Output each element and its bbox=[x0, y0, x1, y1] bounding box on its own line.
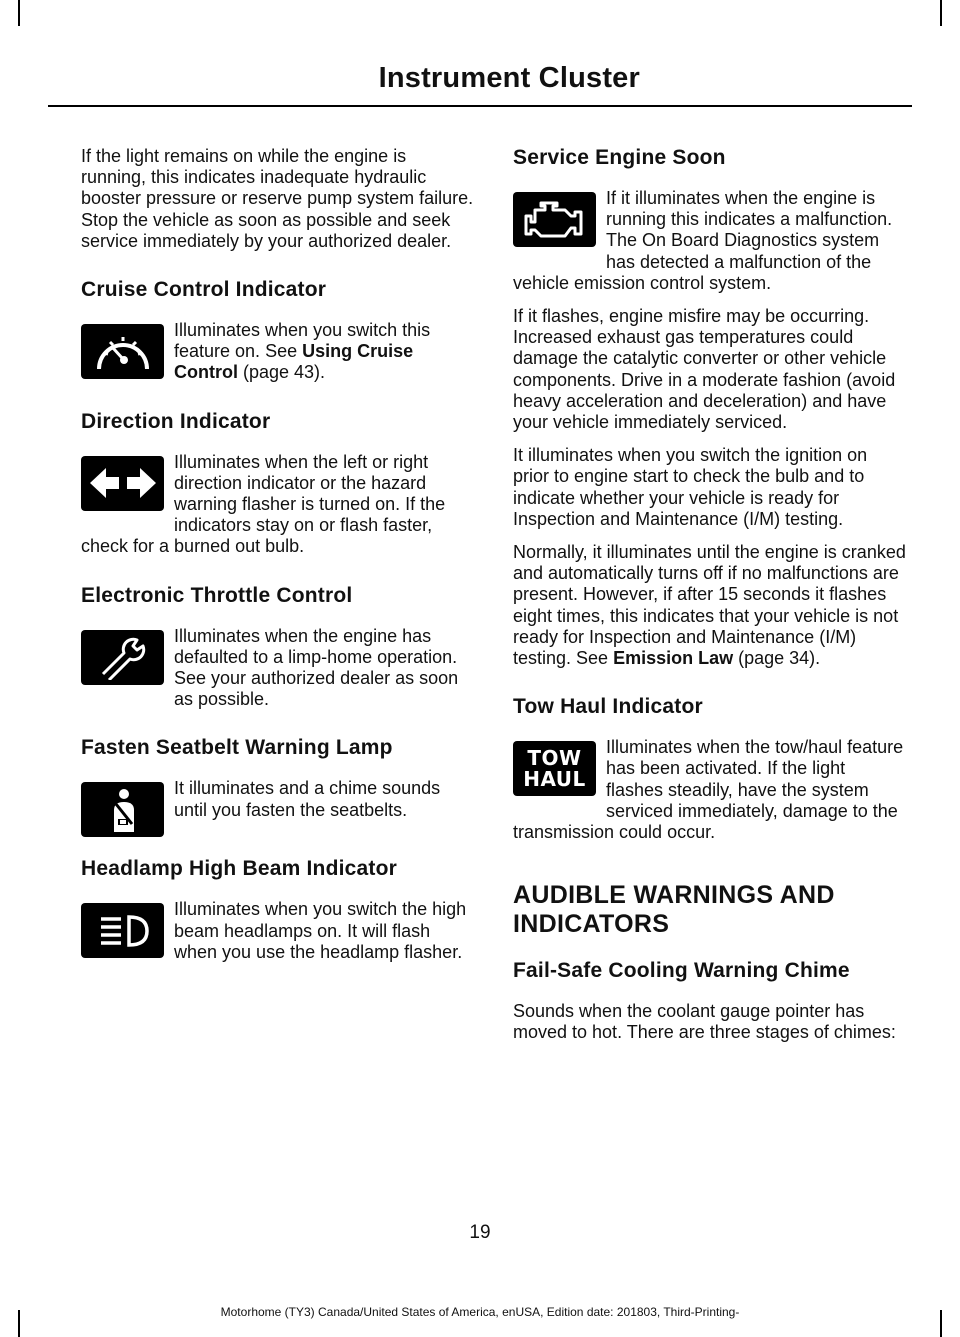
cruise-heading: Cruise Control Indicator bbox=[81, 278, 327, 302]
cruise-text: Illuminates when you switch this feature on. See Using Cruise Control (page 43). bbox=[174, 320, 431, 383]
seatbelt-text: It illuminates and a chime sounds until you fasten the seatbelts. bbox=[174, 778, 441, 820]
audible-section-heading: AUDIBLE WARNINGS AND INDICATORS bbox=[513, 881, 835, 939]
seatbelt-heading: Fasten Seatbelt Warning Lamp bbox=[81, 736, 393, 760]
left-column bbox=[81, 146, 475, 975]
towhaul-text: Illuminates when the tow/haul feature has been activated. If the light flashes steadily, have the system serviced immediately, damage to the transmission could occur. bbox=[513, 737, 904, 843]
direction-text: Illuminates when the left or right direction indicator or the hazard warning flasher is turned on. If the indicators stay on or flash faster, check for a burned out bulb. bbox=[81, 451, 446, 557]
throttle-heading: Electronic Throttle Control bbox=[81, 583, 353, 607]
page-header-title: Instrument Cluster bbox=[378, 62, 640, 94]
direction-heading: Direction Indicator bbox=[81, 409, 271, 433]
service-heading: Service Engine Soon bbox=[513, 146, 726, 169]
wrench-icon bbox=[81, 630, 164, 685]
highbeam-text: Illuminates when you switch the high beam headlamps on. It will flash when you use the headlamp flasher. bbox=[174, 899, 467, 962]
engine-icon bbox=[513, 192, 596, 247]
header-rule bbox=[48, 105, 912, 107]
page-number: 19 bbox=[469, 1222, 491, 1243]
crop-mark bbox=[940, 0, 942, 26]
double-arrow-icon bbox=[81, 456, 164, 511]
highbeam-heading: Headlamp High Beam Indicator bbox=[81, 857, 397, 881]
right-column bbox=[513, 146, 907, 1056]
throttle-text: Illuminates when the engine has defaulted to a limp-home operation. See your authorized dealer as soon as possible. bbox=[174, 625, 459, 710]
service-text-3: It illuminates when you switch the ignition on prior to engine start to check the bulb and to indicate whether your vehicle is ready for Inspection and Maintenance (I/M) testing. bbox=[513, 445, 868, 529]
intro-paragraph: If the light remains on while the engine is running, this indicates inadequate hydraulic booster pressure or reserve pump system failure. Stop the vehicle as soon as possible and seek service immediately by your authorized dealer. bbox=[81, 146, 474, 251]
high-beam-icon bbox=[81, 903, 164, 958]
emission-law-reference[interactable]: Emission Law bbox=[613, 648, 734, 669]
tow-haul-icon: TOW HAUL bbox=[513, 741, 596, 796]
service-text-2: If it flashes, engine misfire may be occurring. Increased exhaust gas temperatures could damage the catalytic converter or other vehicle components. Drive in a moderate fashion (avoid heavy acceleration and deceleration) and have your vehicle immediately serviced. bbox=[513, 306, 896, 433]
chime-heading: Fail-Safe Cooling Warning Chime bbox=[513, 959, 850, 983]
footer-text: Motorhome (TY3) Canada/United States of America, enUSA, Edition date: 201803, Third-Printing- bbox=[220, 1305, 740, 1319]
speedometer-icon bbox=[81, 324, 164, 379]
chime-text: Sounds when the coolant gauge pointer has moved to hot. There are three stages of chimes: bbox=[513, 1001, 896, 1043]
cruise-page-reference[interactable]: Using Cruise Control bbox=[174, 341, 414, 383]
crop-mark bbox=[18, 0, 20, 26]
service-text-4: Normally, it illuminates until the engine is cranked and automatically turns off if no malfunctions are present. However, if after 15 seconds it flashes eight times, this indicates that your vehicle is not ready for Inspection and Maintenance (I/M) testing. See Emission Law (page 34). bbox=[513, 542, 906, 669]
towhaul-heading: Tow Haul Indicator bbox=[513, 695, 703, 719]
service-text-1: If it illuminates when the engine is running this indicates a malfunction. The On Board Diagnostics system has detected a malfunction of the vehicle emission control system. bbox=[513, 188, 893, 293]
seatbelt-icon bbox=[81, 782, 164, 837]
